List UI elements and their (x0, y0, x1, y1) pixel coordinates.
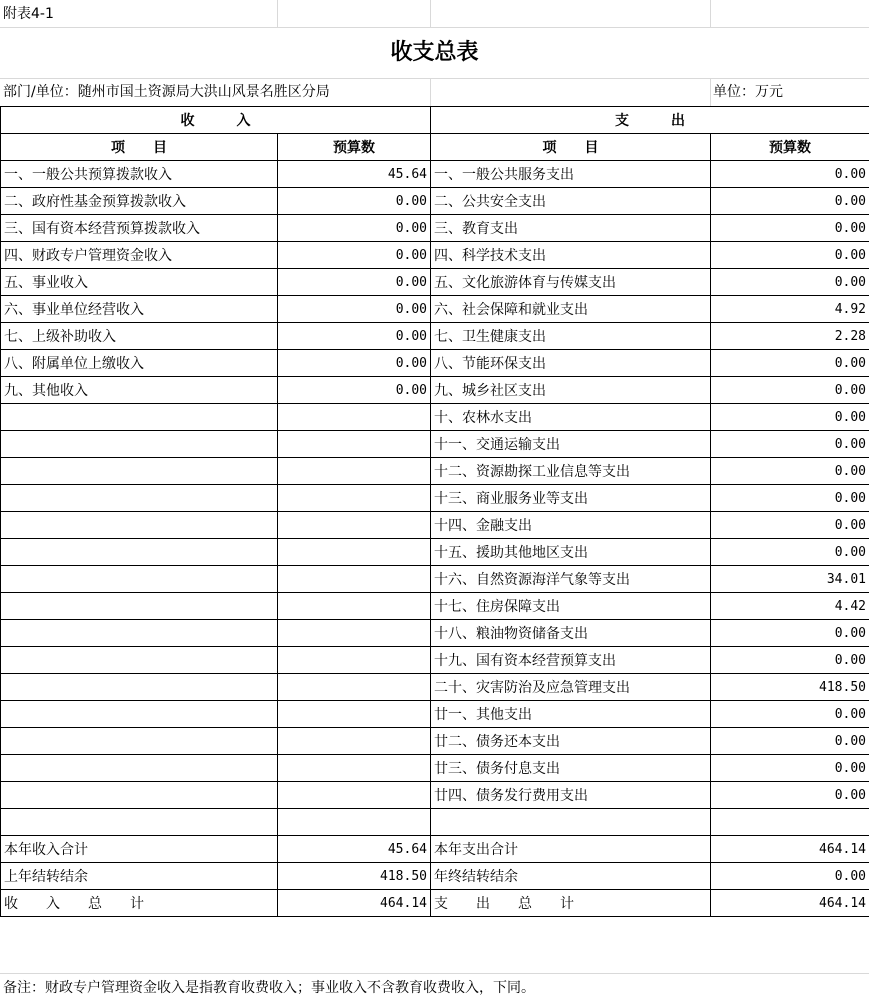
expense-item-cell[interactable]: 十八、粮油物资储备支出 (431, 620, 711, 647)
table-row (1, 863, 869, 890)
expense-item-cell[interactable]: 支 出 总 计 (431, 890, 711, 917)
unit-label[interactable]: 单位：万元 (713, 84, 783, 100)
income-item-cell[interactable]: 四、财政专户管理资金收入 (1, 242, 278, 269)
table-row (1, 269, 869, 296)
expense-value-cell[interactable]: 0.00 (711, 215, 869, 242)
expense-budget-header[interactable]: 预算数 (711, 134, 869, 161)
income-value-cell[interactable]: 45.64 (278, 161, 431, 188)
expense-item-cell[interactable]: 三、教育支出 (431, 215, 711, 242)
expense-item-cell[interactable]: 廿四、债务发行费用支出 (431, 782, 711, 809)
table-row (1, 161, 869, 188)
income-item-cell[interactable]: 本年收入合计 (1, 836, 278, 863)
income-value-cell[interactable]: 0.00 (278, 269, 431, 296)
expense-item-cell[interactable]: 九、城乡社区支出 (431, 377, 711, 404)
expense-value-cell[interactable]: 0.00 (711, 728, 869, 755)
income-item-cell[interactable]: 二、政府性基金预算拨款收入 (1, 188, 278, 215)
expense-value-cell[interactable]: 0.00 (711, 539, 869, 566)
table-row (1, 323, 869, 350)
table-row (1, 377, 869, 404)
income-value-cell[interactable] (278, 485, 431, 512)
footnote[interactable]: 备注：财政专户管理资金收入是指教育收费收入；事业收入不含教育收费收入，下同。 (3, 980, 535, 996)
expense-item-header[interactable]: 项 目 (431, 134, 711, 161)
table-row (1, 890, 869, 917)
expense-item-cell[interactable]: 十六、自然资源海洋气象等支出 (431, 566, 711, 593)
table-row (1, 512, 869, 539)
table-row (1, 431, 869, 458)
income-item-cell[interactable] (1, 404, 278, 431)
income-value-cell[interactable] (278, 431, 431, 458)
expense-item-cell[interactable]: 廿一、其他支出 (431, 701, 711, 728)
income-value-cell[interactable]: 45.64 (278, 836, 431, 863)
expense-value-cell[interactable]: 0.00 (711, 458, 869, 485)
expense-value-cell[interactable]: 4.92 (711, 296, 869, 323)
income-value-cell[interactable] (278, 620, 431, 647)
expense-item-cell[interactable]: 六、社会保障和就业支出 (431, 296, 711, 323)
table-row (1, 728, 869, 755)
income-section-header[interactable]: 收 入 (1, 107, 431, 134)
expense-value-cell[interactable]: 4.42 (711, 593, 869, 620)
gridline (277, 0, 278, 27)
table-row (1, 593, 869, 620)
expense-item-cell[interactable]: 四、科学技术支出 (431, 242, 711, 269)
expense-item-cell[interactable]: 十五、援助其他地区支出 (431, 539, 711, 566)
expense-item-cell[interactable]: 八、节能环保支出 (431, 350, 711, 377)
income-item-cell[interactable] (1, 458, 278, 485)
income-item-cell[interactable] (1, 620, 278, 647)
expense-value-cell[interactable]: 0.00 (711, 269, 869, 296)
table-row (1, 620, 869, 647)
income-item-cell[interactable] (1, 728, 278, 755)
gridline (710, 0, 711, 27)
expense-item-cell[interactable]: 十一、交通运输支出 (431, 431, 711, 458)
income-item-cell[interactable]: 上年结转结余 (1, 863, 278, 890)
table-row (1, 215, 869, 242)
table-row (1, 296, 869, 323)
income-item-cell[interactable]: 收 入 总 计 (1, 890, 278, 917)
expense-value-cell[interactable]: 0.00 (711, 863, 869, 890)
income-item-cell[interactable]: 九、其他收入 (1, 377, 278, 404)
gridline (430, 0, 431, 27)
expense-value-cell[interactable]: 464.14 (711, 890, 869, 917)
income-value-cell[interactable]: 418.50 (278, 863, 431, 890)
expense-value-cell[interactable]: 0.00 (711, 377, 869, 404)
expense-item-cell[interactable]: 十、农林水支出 (431, 404, 711, 431)
income-item-cell[interactable]: 七、上级补助收入 (1, 323, 278, 350)
income-value-cell[interactable]: 0.00 (278, 188, 431, 215)
budget-table (0, 106, 869, 917)
table-row (1, 647, 869, 674)
income-value-cell[interactable]: 0.00 (278, 296, 431, 323)
expense-value-cell[interactable]: 0.00 (711, 782, 869, 809)
expense-item-cell[interactable]: 本年支出合计 (431, 836, 711, 863)
expense-value-cell[interactable]: 0.00 (711, 701, 869, 728)
expense-value-cell[interactable]: 0.00 (711, 647, 869, 674)
income-value-cell[interactable] (278, 647, 431, 674)
income-value-cell[interactable]: 0.00 (278, 215, 431, 242)
expense-item-cell[interactable]: 十四、金融支出 (431, 512, 711, 539)
income-item-cell[interactable] (1, 782, 278, 809)
income-item-cell[interactable] (1, 701, 278, 728)
expense-value-cell[interactable]: 0.00 (711, 485, 869, 512)
gridline (430, 78, 431, 106)
expense-item-cell[interactable]: 廿三、债务付息支出 (431, 755, 711, 782)
expense-value-cell[interactable]: 418.50 (711, 674, 869, 701)
expense-section-header[interactable]: 支 出 (431, 107, 869, 134)
section-header-row (1, 107, 869, 134)
income-item-cell[interactable] (1, 485, 278, 512)
income-item-cell[interactable] (1, 431, 278, 458)
income-value-cell[interactable]: 0.00 (278, 377, 431, 404)
income-value-cell[interactable] (278, 458, 431, 485)
income-value-cell[interactable] (278, 404, 431, 431)
income-value-cell[interactable] (278, 728, 431, 755)
income-value-cell[interactable] (278, 512, 431, 539)
income-item-cell[interactable] (1, 755, 278, 782)
table-row (1, 809, 869, 836)
income-item-cell[interactable] (1, 809, 278, 836)
income-item-cell[interactable]: 六、事业单位经营收入 (1, 296, 278, 323)
table-row (1, 458, 869, 485)
income-item-cell[interactable] (1, 512, 278, 539)
table-row (1, 566, 869, 593)
expense-item-cell[interactable]: 十二、资源勘探工业信息等支出 (431, 458, 711, 485)
income-item-cell[interactable]: 一、一般公共预算拨款收入 (1, 161, 278, 188)
expense-value-cell[interactable]: 0.00 (711, 161, 869, 188)
expense-value-cell[interactable] (711, 809, 869, 836)
expense-item-cell[interactable]: 二十、灾害防治及应急管理支出 (431, 674, 711, 701)
income-value-cell[interactable] (278, 539, 431, 566)
table-row (1, 701, 869, 728)
expense-value-cell[interactable]: 34.01 (711, 566, 869, 593)
expense-value-cell[interactable]: 0.00 (711, 431, 869, 458)
expense-value-cell[interactable]: 0.00 (711, 755, 869, 782)
expense-value-cell[interactable]: 0.00 (711, 620, 869, 647)
income-item-cell[interactable]: 三、国有资本经营预算拨款收入 (1, 215, 278, 242)
income-value-cell[interactable] (278, 593, 431, 620)
expense-value-cell[interactable]: 0.00 (711, 404, 869, 431)
expense-value-cell[interactable]: 2.28 (711, 323, 869, 350)
income-item-cell[interactable] (1, 593, 278, 620)
table-row (1, 539, 869, 566)
expense-item-cell[interactable]: 一、一般公共服务支出 (431, 161, 711, 188)
table-row (1, 350, 869, 377)
income-value-cell[interactable] (278, 809, 431, 836)
income-value-cell[interactable]: 0.00 (278, 242, 431, 269)
income-item-cell[interactable] (1, 647, 278, 674)
table-row (1, 755, 869, 782)
income-value-cell[interactable]: 0.00 (278, 350, 431, 377)
income-value-cell[interactable] (278, 782, 431, 809)
table-row (1, 485, 869, 512)
table-row (1, 674, 869, 701)
income-item-header[interactable]: 项 目 (1, 134, 278, 161)
expense-item-cell[interactable]: 五、文化旅游体育与传媒支出 (431, 269, 711, 296)
income-item-cell[interactable] (1, 539, 278, 566)
income-value-cell[interactable] (278, 674, 431, 701)
income-item-cell[interactable] (1, 566, 278, 593)
income-value-cell[interactable] (278, 701, 431, 728)
expense-item-cell[interactable]: 七、卫生健康支出 (431, 323, 711, 350)
income-value-cell[interactable]: 0.00 (278, 323, 431, 350)
expense-item-cell[interactable]: 十九、国有资本经营预算支出 (431, 647, 711, 674)
expense-value-cell[interactable]: 0.00 (711, 242, 869, 269)
table-row (1, 836, 869, 863)
expense-value-cell[interactable]: 0.00 (711, 512, 869, 539)
income-budget-header[interactable]: 预算数 (278, 134, 431, 161)
income-value-cell[interactable] (278, 755, 431, 782)
attachment-label[interactable]: 附表4-1 (3, 6, 54, 22)
expense-item-cell[interactable] (431, 809, 711, 836)
table-row (1, 404, 869, 431)
table-row (1, 242, 869, 269)
expense-item-cell[interactable]: 年终结转结余 (431, 863, 711, 890)
income-item-cell[interactable] (1, 674, 278, 701)
table-row (1, 188, 869, 215)
expense-value-cell[interactable]: 464.14 (711, 836, 869, 863)
expense-value-cell[interactable]: 0.00 (711, 188, 869, 215)
income-value-cell[interactable]: 464.14 (278, 890, 431, 917)
income-item-cell[interactable]: 八、附属单位上缴收入 (1, 350, 278, 377)
income-value-cell[interactable] (278, 566, 431, 593)
expense-item-cell[interactable]: 十七、住房保障支出 (431, 593, 711, 620)
table-row (1, 782, 869, 809)
expense-item-cell[interactable]: 廿二、债务还本支出 (431, 728, 711, 755)
income-item-cell[interactable]: 五、事业收入 (1, 269, 278, 296)
column-header-row (1, 134, 869, 161)
expense-value-cell[interactable]: 0.00 (711, 350, 869, 377)
expense-item-cell[interactable]: 十三、商业服务业等支出 (431, 485, 711, 512)
expense-item-cell[interactable]: 二、公共安全支出 (431, 188, 711, 215)
page-title[interactable]: 收支总表 (390, 40, 479, 65)
dept-label[interactable]: 部门/单位：随州市国土资源局大洪山风景名胜区分局 (3, 84, 330, 100)
